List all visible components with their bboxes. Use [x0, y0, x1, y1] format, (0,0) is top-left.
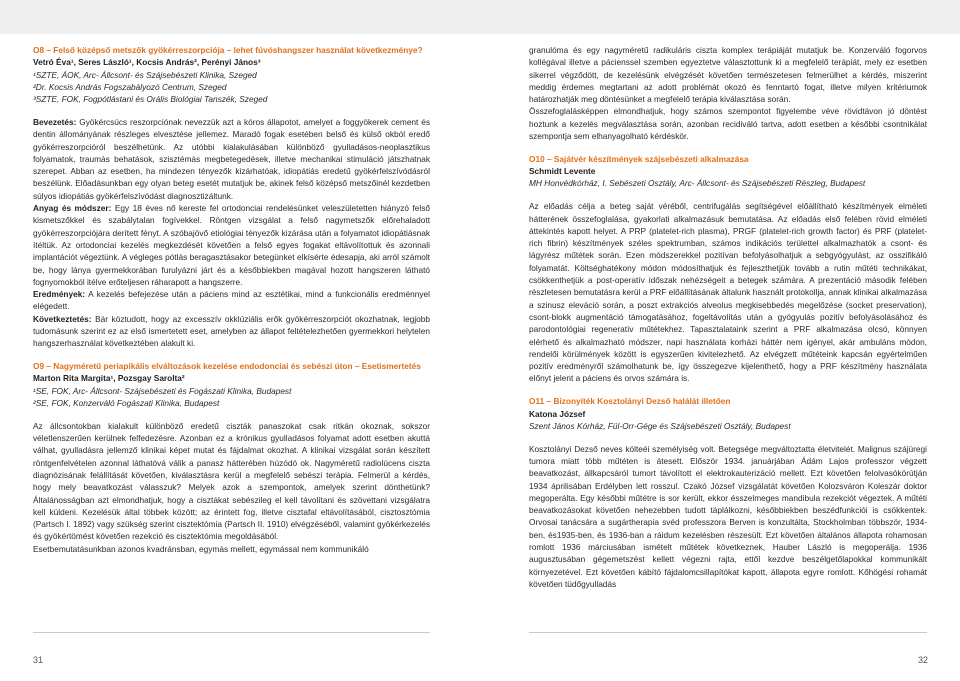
label-introduction: Bevezetés: [33, 116, 77, 127]
authors-o8: Vetró Éva¹, Seres László¹, Kocsis András², Perényi János³ [33, 57, 261, 68]
page-number-right: 32 [918, 655, 929, 665]
text-conclusion: Bár köztudott, hogy az excesszív okklúziális erők gyökérreszorpciót okozhatnak, legjobb tudomásunk szerint ez az első ismertetett eset, amelyben az állapot feltételezhetően gyermekkori helytelen hangszerhasználat következtében alakult ki. [33, 313, 430, 349]
text-introduction: Gyökércsúcs reszorpciónak nevezzük azt a kóros állapotot, amelyet a foggyökerek cement és dentin állományának részleges elvesztése jellemez. Maradó fogak esetében belső és külső okból eredő gyökérreszorpcióról beszélhetünk. Az utóbbi kialakulásában különböző gyulladásos-neoplasztikus folyamatok, traumás behatások, szisztémás megbetegedések, illetve mechanikai stimuláció játszhatnak szerepet. Abban az esetben, ha mindezen tényezők kizárhatóak, idiopátiás eredetű gyökérfelszívódásról beszélünk. Előadásunkban egy olyan beteg esetét mutatjuk be, akinek felső középső metszőinél kezdetben súlyos idiopátiás gyökérfelszívódást diagnosztizáltunk. [33, 116, 430, 201]
affiliation-o9-1: ¹SE, FOK, Arc- Állcsont- Szájsebészeti és Fogászati Klinika, Budapest [33, 385, 292, 396]
affiliation-o11: Szent János Kórház, Fül-Orr-Gége és Szájsebészeti Osztály, Budapest [529, 420, 791, 431]
paragraph-introduction [33, 116, 430, 202]
paragraph-results [33, 288, 430, 313]
paragraph-o9-body: Az állcsontokban kialakult különböző eredetű ciszták panaszokat csak ritkán okoznak, sokszor véletlenszerűen kerülnek felfedezésre. Azonban ez a krónikus gyulladásos folyamat adott esetben akuttá válhat, gyulladásra jellemző klinikai képet mutat és fájdalmat okozhat. A klinikai vizsgálat során készített röntgenfelvételen azonnal láthatóvá válik a panasz hátterében húzódó ok. Nagyméretű radiolúcens ciszta diagnózisának felállítását követően, kiválasztásra kerül a megfelelő sebészi terápia. Felmerül a kérdés, hogy mely beavatkozást válasszuk? Melyek azok a szempontok, amelyek szerint dönthetünk? Általánosságban azt elmondhatjuk, hogy a cisztákat sebészileg el kell távolítani és szövettani vizsgálatra kell küldeni. Kezelésük által többek között; az érintett fog, illetve cisztafal eltávolításából, cisztosztómia (Partsch I. 1892) vagy szükség szerint cisztektómia (Partsch II. 1910) elvégzéséből, valamint gyökérkezelés és gyökértömést követően rezekció és cisztektómia megoldásából. [33, 420, 430, 542]
label-method: Anyag és módszer: [33, 203, 112, 214]
label-results: Eredmények: [33, 289, 86, 300]
abstract-title-o9: O9 – Nagyméretű periapikális elváltozások kezelése endodonciai és sebészi úton – Esetismertetés [33, 361, 421, 372]
author-o10: Schmidt Levente [529, 166, 596, 177]
header-band [0, 0, 960, 34]
author-o11: Katona József [529, 408, 586, 419]
paragraph-o9-tail: Esetbemutatásunkban azonos kvadránsban, egymás mellett, egymással nem kommunikáló [33, 543, 369, 554]
affiliation-o8-1: ¹SZTE, ÁOK, Arc- Állcsont- és Szájsebészeti Klinika, Szeged [33, 69, 257, 80]
right-column [529, 44, 927, 590]
authors-o9: Marton Rita Margita¹, Pozsgay Sarolta² [33, 373, 185, 384]
page-number-left: 31 [33, 655, 44, 665]
abstract-title-o8: O8 – Felső középső metszők gyökérreszorpciója – lehet fúvóshangszer használat következménye? [33, 45, 423, 55]
affiliation-o10: MH Honvédkórház, I. Sebészeti Osztály, Arc- Állcsont- és Szájsebészeti Részleg, Budapest [529, 178, 866, 189]
left-column [33, 44, 430, 555]
footer-rule-left [33, 632, 430, 633]
abstract-title-o10: O10 – Sajátvér készítmények szájsebészeti alkalmazása [529, 153, 749, 164]
paragraph-o10-body: Az előadás célja a beteg saját véréből, centrifugálás segítségével előállítható készítmények elméleti hátterének összefoglalása, gyakorlati alkalmazásuk bemutatása. Az előadás első felében rövid elméleti áttekintés kapott helyet. A PRP (platelet-rich plasma), PRGF (platelet-rich growth factor) és PRF (platelet-rich fibrin) készítmények széles spektrumban, számos indikációs területtel alkalmazhatók a csont- és lágyrész műtétek során. Ezen módszerekkel pozitívan befolyásolhatjuk a sebgyógyulást, az osszifikáló folyamatát. Költséghatékony módon módosíthatjuk és fejleszthetjük tovább a rutin műtéti technikákat, csökkenthetjük a post-operatív időszak nehézségeit a betegek számára. A prezentáció második felében részletesen bemutatásra kerül a PRF előállításának általunk használt protokollja, annak klinikai alkalmazása a szinusz eleváció során, a poszt extrakciós alveolus megkisebbedés megelőzése (socket preservation), csont-blokk augmentáció támogatásához, fogeltávolítás után a gyógyulás pozitív befolyásolásához és parodontológiai regeneratív műtétekhez. Tapasztalataink szerint a PRF alkalmazása olcsó, könnyen elérhető és alkalmazható módszer, napi használata korházi háttér nem igényel, akár ambuláns módon, rendelői körülmények között is egyszerűen kivitelezhető. Az elvégzett műtéteink kapcsán egyértelműen pozitív eredményről számolhatunk be, így összegezve kijelenthető, hogy a PRF készítmény használata előnyt jelent a páciens és orvos számára is. [529, 201, 927, 384]
footer-rule-right [529, 632, 927, 633]
affiliation-o8-3: ³SZTE, FOK, Fogpótlástani és Orális Biológiai Tanszék, Szeged [33, 94, 268, 105]
paragraph-conclusion [33, 313, 430, 350]
affiliation-o8-2: ²Dr. Kocsis András Fogszabályozó Centrum, Szeged [33, 81, 227, 92]
text-method: Egy 18 éves nő kereste fel ortodonciai rendelésünket veleszületetten hiányzó felső kismetszőkkel és szabálytalan fogívekkel. Röntgen vizsgálat a felső nagymetszők előrehaladott gyökérreszorpciójára derített fényt. A szóbajövő etiológiai tényezők kizárása után a folyamatot idiopátiásnak ítéltük. Az ortodonciai kezelés megkezdését követően a felső egyes fogakat eltávolítottuk és azonnali implantációt végeztünk. A végleges pótlás beragasztásakor betegünket elkísérte édesapja, aki arról számolt be, hogy lánya gyermekkorában furulyázni járt és a későbbiekben magával hozott hangszeren látható fognyomokból itélve erőteljesen ráharapott a hangszerre. [33, 203, 430, 287]
paragraph-method [33, 202, 430, 288]
affiliation-o9-2: ²SE, FOK, Konzerváló Fogászati Klinika, Budapest [33, 398, 220, 409]
label-conclusion: Következtetés: [33, 313, 92, 324]
abstract-title-o11: O11 – Bizonyíték Kosztolányi Dezső halálát illetően [529, 396, 731, 407]
paragraph-o11-body: Kosztolányi Dezső neves költeéi személyiség volt. Betegsége megváltoztatta életvitelét. Malignus szájüregi tumora miatt több műtéten is átesett. Először 1934. januárjában Ádám Lajos professzor végzett beavatkozást, állkapcsáról tumort távolított el elektrokauterizáció mellett. Ezt követően felolvasókörútján 1934 áprilisában Erdélyben lett rosszul. Czakó József vizsgálatát követően Kolozsváron Koleszár doktor megoperálta. Egy későbbi műtétre is sor került, ekkor ésszelmeges mandibula rezekciót végeztek. A műtéti beavatkozásokat követően nehezebben tudott táplálkozni, későbbiekben beszédfunkciói is csökkentek. Orvosai tanácsára a sugártherapia svéd professzora Berven is konzultálta, Stockholmban többször, 1934-ben, és1935-ben, és 1936-ban a ráidum kezelésben részesült. Ezt követően általános állapota rohamosan romlott 1936 márciusában ismételt műtétek következnek, Hauber László is megoperálja. 1936 augusztusában gégemetszést kellett végezni rajta, ettől kezdve beszélgetőlapokkal kommunikált környezetével. Ezt követően kábító fájdalomcsillapítókat kapott, állapota egyre romlott. Kőhögési rohamát követően tüdőgyulladás [529, 443, 927, 589]
paragraph-o9-continued: granulóma és egy nagyméretű radikuláris ciszta komplex terápiáját mutatjuk be. Konzerváló fogorvos kollégával illetve a pácienssel szemben egyeztetve választottunk ki a megfelelő terápiát, mely ez esetben sikerrel végződött, de kezelésünk elvégzését követően természetesen felmerülhet a kérdés, miszerint meddig érdemes megtartani az adott problémát okozó és fenntartó fogat, illetve milyen kritériumok határozhatják meg döntésünket a megfelelő terápia kiválasztása során. [529, 45, 927, 105]
text-results: A kezelés befejezése után a páciens mind az esztétikai, mind a funkcionális eredménnyel elégedett. [33, 289, 430, 312]
paragraph-o9-summary: Összefoglalásképpen elmondhatjuk, hogy számos szempontot figyelembe véve rövidtávon jó döntést hoztunk a kezelés megválasztása során, azonban recidiváló tartva, adott esetben a későbbi csontnikálat szempontja sem elhanyagolható kérdéskör. [529, 106, 927, 142]
